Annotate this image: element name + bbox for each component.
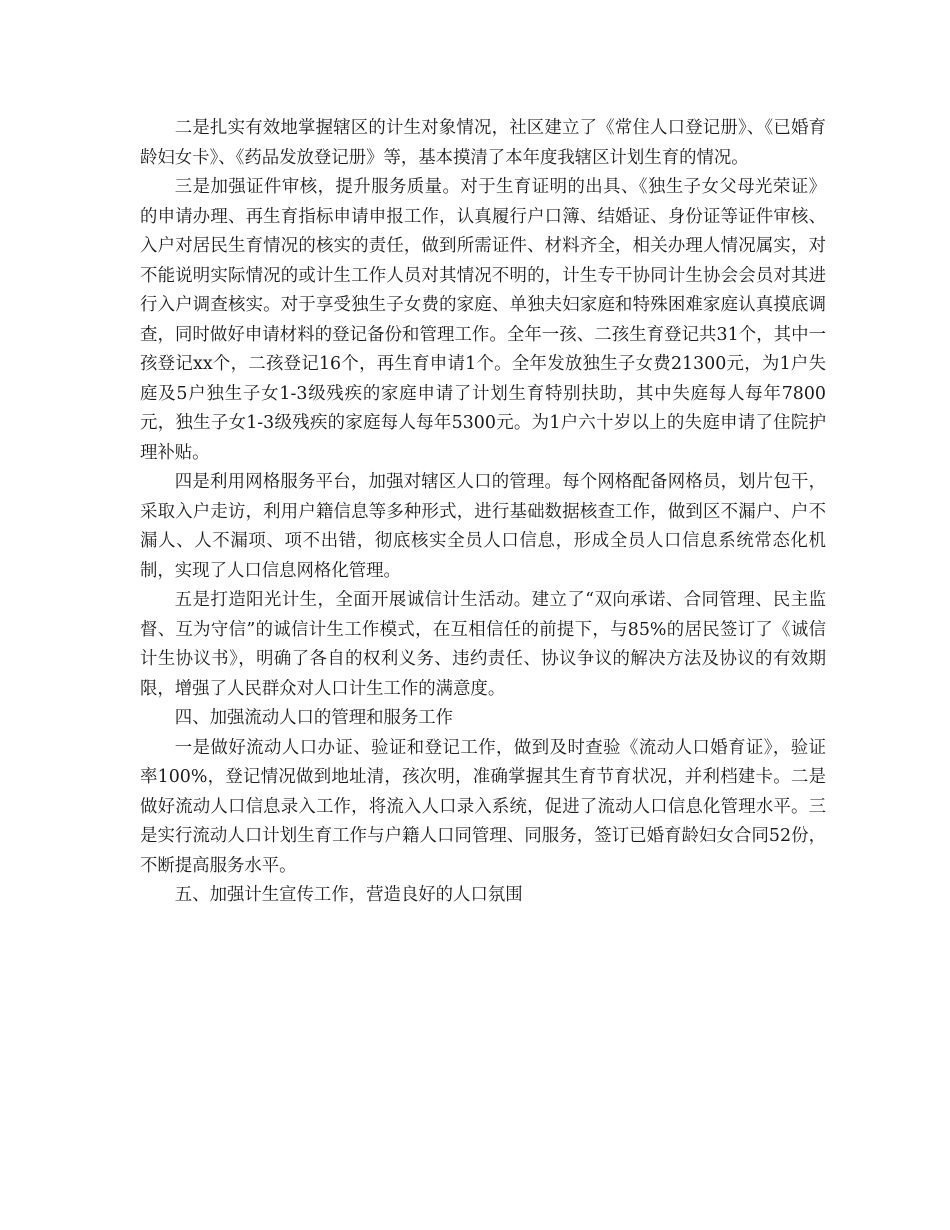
paragraph-floating-population: 一是做好流动人口办证、验证和登记工作，做到及时查验《流动人口婚育证》，验证率100%，登记情况做到地址清，孩次明，准确掌握其生育节育状况，并利档建卡。二是做好流动人口信息录入工作，将流入人口录入系统，促进了流动人口信息化管理水平。三是实行流动人口计划生育工作与户籍人口同管理、同服务，签订已婚育龄妇女合同52份，不断提高服务水平。	[140, 737, 826, 876]
document-body	[140, 114, 826, 911]
section-heading-publicity: 五、加强计生宣传工作，营造良好的人口氛围	[174, 885, 523, 905]
paragraph-grid-registration: 二是扎实有效地掌握辖区的计生对象情况，社区建立了《常住人口登记册》、《已婚育龄妇女卡》、《药品发放登记册》等，基本摸清了本年度我辖区计划生育的情况。	[140, 118, 826, 168]
paragraph-certificate-review: 三是加强证件审核，提升服务质量。对于生育证明的出具、《独生子女父母光荣证》的申请办理、再生育指标申请申报工作，认真履行户口簿、结婚证、身份证等证件审核、入户对居民生育情况的核实的责任，做到所需证件、材料齐全，相关办理人情况属实，对不能说明实际情况的或计生工作人员对其情况不明的，计生专干协同计生协会会员对其进行入户调查核实。对于享受独生子女费的家庭、单独夫妇家庭和特殊困难家庭认真摸底调查，同时做好申请材料的登记备份和管理工作。全年一孩、二孩生育登记共31个，其中一孩登记xx个，二孩登记16个，再生育申请1个。全年发放独生子女费21300元，为1户失庭及5户独生子女1-3级残疾的家庭申请了计划生育特别扶助，其中失庭每人每年7800元，独生子女1-3级残疾的家庭每人每年5300元。为1户六十岁以上的失庭申请了住院护理补贴。	[140, 177, 826, 463]
paragraph-grid-service: 四是利用网格服务平台，加强对辖区人口的管理。每个网格配备网格员，划片包干，采取入户走访，利用户籍信息等多种形式，进行基础数据核查工作，做到区不漏户、户不漏人、人不漏项、项不出错，彻底核实全员人口信息，形成全员人口信息系统常态化机制，实现了人口信息网格化管理。	[140, 472, 826, 581]
section-heading-floating-population: 四、加强流动人口的管理和服务工作	[174, 708, 454, 728]
paragraph-integrity-family-planning: 五是打造阳光计生，全面开展诚信计生活动。建立了“双向承诺、合同管理、民主监督、互为守信”的诚信计生工作模式，在互相信任的前提下，与85%的居民签订了《诚信计生协议书》，明确了各自的权利义务、违约责任、协议争议的解决方法及协议的有效期限，增强了人民群众对人口计生工作的满意度。	[140, 590, 826, 699]
